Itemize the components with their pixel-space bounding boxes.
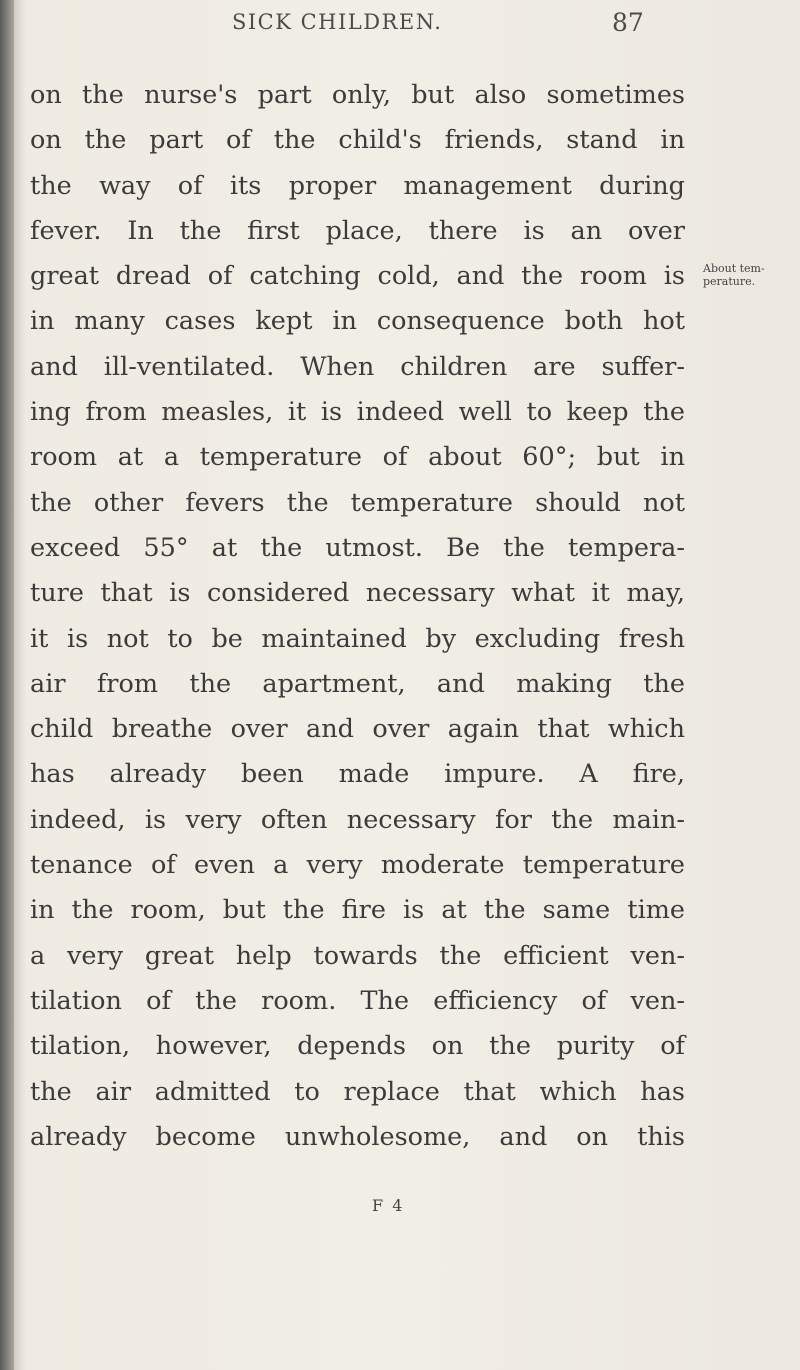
text-line: ture that is considered necessary what it may, [30,578,685,609]
running-head-title: SICK CHILDREN. [232,10,443,34]
binding-shadow [0,0,14,1370]
text-line: child breathe over and over again that which [30,714,685,745]
text-line: great dread of catching cold, and the room is [30,261,685,292]
text-line: on the part of the child's friends, stand in [30,125,685,156]
text-line: has already been made impure. A fire, [30,759,685,790]
running-head [0,6,800,46]
text-line: in many cases kept in consequence both hot [30,306,685,337]
text-line: indeed, is very often necessary for the main- [30,804,685,835]
text-line: room at a temperature of about 60°; but in [30,442,685,473]
text-line: a very great help towards the efficient ven- [30,940,685,971]
text-line: already become unwholesome, and on this [30,1121,685,1152]
text-line: the air admitted to replace that which has [30,1076,685,1107]
text-line: ing from measles, it is indeed well to keep the [30,397,685,428]
signature-mark: F 4 [372,1196,405,1215]
text-line: fever. In the first place, there is an over [30,215,685,246]
body-text [30,73,685,1160]
text-line: exceed 55° at the utmost. Be the tempera- [30,532,685,563]
page-number: 87 [612,8,644,37]
text-line: and ill-ventilated. When children are suffer- [30,351,685,382]
text-line: in the room, but the fire is at the same time [30,895,685,926]
text-line: tilation, however, depends on the purity of [30,1031,685,1062]
text-line: air from the apartment, and making the [30,668,685,699]
text-line: the way of its proper management during [30,170,685,201]
text-line: it is not to be maintained by excluding fresh [30,623,685,654]
text-line: on the nurse's part only, but also sometimes [30,80,685,110]
text-line: the other fevers the temperature should not [30,487,685,518]
text-line: tilation of the room. The efficiency of ven- [30,985,685,1016]
margin-note: About tem-perature. [703,262,765,288]
text-line: tenance of even a very moderate temperature [30,850,685,881]
